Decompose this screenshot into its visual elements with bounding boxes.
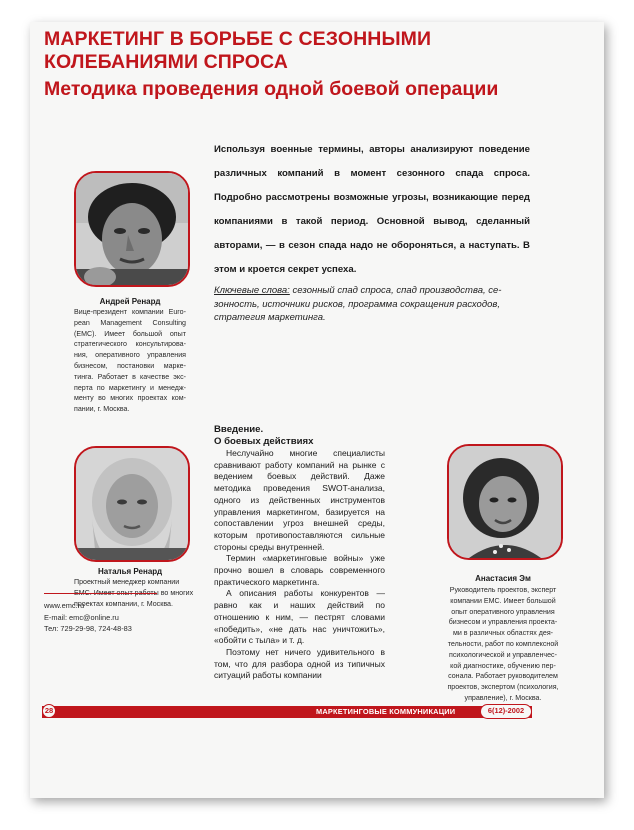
article-subtitle: Методика проведения одной боевой операции: [44, 78, 499, 100]
article-title: [44, 28, 554, 74]
section-heading-line-1: Введение.: [214, 424, 264, 435]
author-name-andrey: Андрей Ренард: [99, 297, 161, 306]
author-bio-andrey: Вице-президент компании European Management Consulting (EMC). Имеет большой опыт стратегического консультирования, оперативного управления бизнесом, постановки маркетинга. Работает в качестве эксперта по маркетингу и менеджменту во многих проектах компании, г. Москва.: [74, 308, 186, 414]
section-heading: [214, 424, 384, 447]
contact-website: www.emc.ru: [44, 601, 85, 610]
contact-block: [44, 600, 184, 635]
section-heading-line-2: О боевых действиях: [214, 435, 314, 447]
keywords-label: Ключевые слова:: [214, 285, 290, 296]
body-paragraph: Термин «маркетинговые войны» уже прочно вошел в словарь современного практического маркетинга.: [214, 553, 385, 587]
author-name-anastasia: Анастасия Эм: [475, 574, 531, 583]
portrait-woman-image: [449, 446, 561, 558]
author-photo-andrey: [74, 171, 190, 287]
author-photo-natalya: [74, 446, 190, 562]
body-paragraph: Поэтому нет ничего удивительного в том, что для разбора одной из типичных ситуаций работы компании: [214, 646, 385, 681]
keywords: [214, 284, 530, 325]
author-bio-anastasia: Руководитель проектов, эксперт компании ЕМС. Имеет большой опыт оперативного управления бизнесом и управления проектами в различных областях деятельности, работ по комплексной психологической и управленческой диагностике, обучению персонала. Работает руководителем проектов, экспертом (психология, управление), г. Москва.: [447, 586, 559, 702]
title-line-2: КОЛЕБАНИЯМИ СПРОСА: [44, 51, 288, 73]
page-number: 28: [42, 704, 56, 718]
portrait-woman-image: [76, 448, 188, 560]
contact-email: E-mail: emc@online.ru: [44, 612, 119, 622]
article-body: [214, 448, 385, 682]
lead-paragraph: Используя военные термины, авторы анализируют поведение различных компаний в момент сезонного спада спроса. Подробно рассмотрены возможные угрозы, возникающие перед компаниями в такой период. Основной вывод, сделанный авторами, — в сезон спада надо не обороняться, а наступать. В этом и кроется секрет успеха.: [214, 144, 530, 275]
body-paragraph: Неслучайно многие специалисты сравнивают работу компаний на рынке с ведением боевых действий. Даже методика проведения SWOT-анализа, одного из действенных инструментов управления маркетингом, базируется на сопоставлении угроз внешней среды, которым противопоставляются сильные стороны среды внутренней.: [214, 448, 385, 552]
body-paragraph: А описания работы конкурентов — равно как и наших действий по отношению к ним, — пестрят словами «победить», «не дать нас уничтожить», «обойти с тыла» и т. д.: [214, 588, 385, 646]
keywords-text: сезонный спад спроса, спад производства, сезонность, источники рисков, программа сокращения расходов, стратегия маркетинга.: [214, 285, 502, 323]
contacts-divider: [44, 593, 157, 594]
author-photo-anastasia: [447, 444, 563, 560]
author-name-natalya: Наталья Ренард: [97, 567, 163, 576]
contact-phone: Тел: 729-29-98, 724-48-83: [44, 624, 132, 633]
portrait-man-image: [76, 173, 188, 285]
footer-bar: [42, 706, 532, 718]
title-line-1: МАРКЕТИНГ В БОРЬБЕ С СЕЗОННЫМИ: [44, 28, 432, 50]
footer-issue: 6(12)-2002: [480, 704, 532, 719]
author-bio-natalya: Проектный менеджер компании ЕМС. Имеет опыт работы во многих проектах компании, г. Москва.: [74, 578, 194, 608]
footer-magazine-name: МАРКЕТИНГОВЫЕ КОММУНИКАЦИИ: [316, 707, 456, 716]
